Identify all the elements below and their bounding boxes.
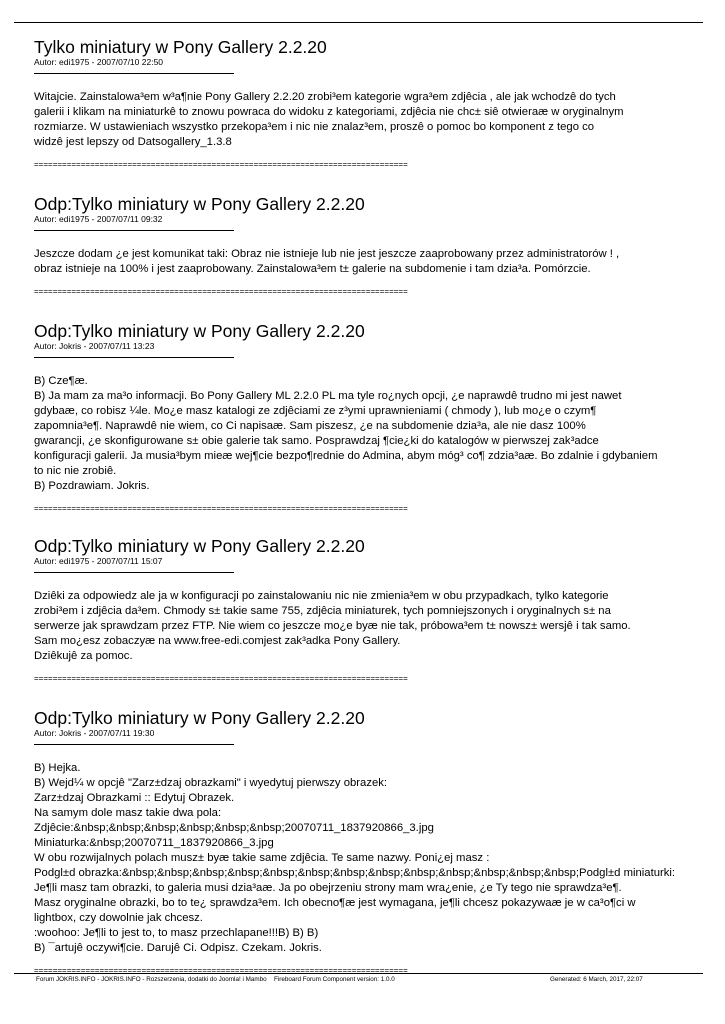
post-author-date: Autor: edi1975 - 2007/07/10 22:50 bbox=[34, 57, 164, 67]
post-text-line: lightbox, czy dowolnie jak chcesz. bbox=[34, 912, 203, 924]
post-text-line: obraz istnieje na 100% i jest zaaprobowany. Zainstalowa³em t± galerie na subdomenie i tam dzia³a. Pomórzcie. bbox=[34, 263, 591, 275]
post-body bbox=[34, 90, 706, 150]
footer-rule bbox=[14, 973, 703, 974]
post-text-line: to nic nie zrobiê. bbox=[34, 465, 117, 477]
post-title: Tylko miniatury w Pony Gallery 2.2.20 bbox=[34, 37, 327, 57]
post-text-line: B) Cze¶æ. bbox=[34, 375, 88, 387]
post-title: Odp:Tylko miniatury w Pony Gallery 2.2.20 bbox=[34, 194, 365, 214]
post-text-line: Zdjêcie:&nbsp;&nbsp;&nbsp;&nbsp;&nbsp;&nbsp;20070711_1837920866_3.jpg bbox=[34, 822, 434, 834]
forum-post bbox=[34, 195, 706, 296]
meta-divider bbox=[34, 744, 234, 745]
post-text-line: gwarancji, ¿e skonfigurowane s± obie galerie tak samo. Posprawdzaj ¶cie¿ki do katalogów w pierwszej zak³adce bbox=[34, 435, 599, 447]
top-rule bbox=[14, 22, 703, 23]
post-author-date: Autor: Jokris - 2007/07/11 13:23 bbox=[34, 341, 155, 351]
post-body bbox=[34, 374, 706, 494]
post-title: Odp:Tylko miniatury w Pony Gallery 2.2.20 bbox=[34, 536, 365, 556]
meta-divider bbox=[34, 357, 234, 358]
post-text-line: Je¶li masz tam obrazki, to galeria musi dzia³aæ. Ja po obejrzeniu strony mam wra¿enie, ¿e Ty tego nie sprawdza³e¶. bbox=[34, 882, 622, 894]
post-text-line: B) Ja mam za ma³o informacji. Bo Pony Gallery ML 2.2.0 PL ma tyle ro¿nych opcji, ¿e naprawdê trudno mi jest nawet bbox=[34, 390, 622, 402]
meta-divider bbox=[34, 572, 234, 573]
post-separator: ================================================================================ bbox=[34, 504, 408, 513]
forum-post bbox=[34, 709, 706, 975]
post-text-line: Sam mo¿esz zobaczyæ na www.free-edi.comjest zak³adka Pony Gallery. bbox=[34, 635, 401, 647]
post-text-line: serwerze jak sprawdzam przez FTP. Nie wiem co jeszcze mo¿e byæ nie tak, próbowa³em t± nowsz± wersjê i tak samo. bbox=[34, 620, 631, 632]
post-text-line: W obu rozwijalnych polach musz± byæ takie same zdjêcia. Te same nazwy. Poni¿ej masz : bbox=[34, 852, 490, 864]
post-separator: ================================================================================ bbox=[34, 966, 408, 975]
post-text-line: Na samym dole masz takie dwa pola: bbox=[34, 807, 222, 819]
post-body bbox=[34, 247, 706, 277]
post-body bbox=[34, 761, 706, 956]
post-text-line: Podgl±d obrazka:&nbsp;&nbsp;&nbsp;&nbsp;&nbsp;&nbsp;&nbsp;&nbsp;&nbsp;&nbsp;&nbsp;&nbsp;&nbsp;Podgl±d miniaturki: bbox=[34, 867, 676, 879]
post-text-line: konfiguracji galerii. Ja musia³bym mieæ wej¶cie bezpo¶rednie do Admina, abym móg³ co¶ zdzia³aæ. Bo zdalnie i gdybaniem bbox=[34, 450, 658, 462]
post-text-line: B) Hejka. bbox=[34, 762, 81, 774]
post-title: Odp:Tylko miniatury w Pony Gallery 2.2.20 bbox=[34, 321, 365, 341]
post-text-line: Witajcie. Zainstalowa³em w³a¶nie Pony Gallery 2.2.20 zrobi³em kategorie wgra³em zdjêcia , ale jak wchodzê do tych bbox=[34, 91, 616, 103]
post-author-date: Autor: edi1975 - 2007/07/11 15:07 bbox=[34, 556, 163, 566]
forum-post bbox=[34, 38, 706, 169]
post-text-line: zapomnia³e¶. Naprawdê nie wiem, co Ci napisaæ. Sam piszesz, ¿e na subdomenie dzia³a, ale nie dasz 100% bbox=[34, 420, 586, 432]
post-text-line: Miniaturka:&nbsp;20070711_1837920866_3.jpg bbox=[34, 837, 274, 849]
post-body bbox=[34, 589, 706, 664]
post-author-date: Autor: edi1975 - 2007/07/11 09:32 bbox=[34, 214, 163, 224]
post-text-line: galerii i klikam na miniaturkê to znowu powraca do widoku z kategoriami, zdjêcia nie chc± siê otwieraæ w oryginalnym bbox=[34, 106, 624, 118]
meta-divider bbox=[34, 230, 234, 231]
post-text-line: B) ¯artujê oczywi¶cie. Darujê Ci. Odpisz. Czekam. Jokris. bbox=[34, 942, 322, 954]
post-text-line: widzê jest lepszy od Datsogallery_1.3.8 bbox=[34, 136, 232, 148]
post-separator: ================================================================================ bbox=[34, 287, 408, 296]
footer-site-text: Forum JOKRIS.INFO - JOKRIS.INFO - Rozszerzenia, dodatki do Joomla! i Mambo bbox=[36, 976, 267, 983]
post-author-date: Autor: Jokris - 2007/07/11 19:30 bbox=[34, 728, 155, 738]
post-text-line: :woohoo: Je¶li to jest to, to masz przechlapane!!!B) B) B) bbox=[34, 927, 319, 939]
post-text-line: Dziêkujê za pomoc. bbox=[34, 650, 133, 662]
meta-divider bbox=[34, 73, 234, 74]
footer-generated-date: Generated: 6 March, 2017, 22:07 bbox=[550, 976, 643, 983]
post-text-line: Masz oryginalne obrazki, bo to te¿ sprawdza³em. Ich obecno¶æ jest wymagana, je¶li chcesz pokazywaæ je w ca³o¶ci w bbox=[34, 897, 636, 909]
post-text-line: Zarz±dzaj Obrazkami :: Edytuj Obrazek. bbox=[34, 792, 235, 804]
post-separator: ================================================================================ bbox=[34, 674, 408, 683]
post-text-line: B) Wejd¼ w opcjê "Zarz±dzaj obrazkami" i wyedytuj pierwszy obrazek: bbox=[34, 777, 388, 789]
post-text-line: B) Pozdrawiam. Jokris. bbox=[34, 480, 150, 492]
post-separator: ================================================================================ bbox=[34, 160, 408, 169]
post-text-line: Dziêki za odpowiedz ale ja w konfiguracji po zainstalowaniu nic nie zmienia³em w obu przypadkach, tylko kategorie bbox=[34, 590, 609, 602]
forum-post bbox=[34, 322, 706, 513]
post-text-line: gdybaæ, co robisz ¼le. Mo¿e masz katalogi ze zdjêciami ze z³ymi uprawnieniami ( chmody ), lub mo¿e o czym¶ bbox=[34, 405, 597, 417]
post-title: Odp:Tylko miniatury w Pony Gallery 2.2.20 bbox=[34, 708, 365, 728]
post-text-line: Jeszcze dodam ¿e jest komunikat taki: Obraz nie istnieje lub nie jest jeszcze zaaprobowany przez administratorów ! , bbox=[34, 248, 620, 260]
footer-component-text: Fireboard Forum Component version: 1.0.0 bbox=[274, 976, 395, 983]
forum-post bbox=[34, 537, 706, 683]
post-text-line: zrobi³em i zdjêcia da³em. Chmody s± takie same 755, zdjêcia miniaturek, tych pomniejszonych i oryginalnych s± na bbox=[34, 605, 611, 617]
post-text-line: rozmiarze. W ustawieniach wszystko przekopa³em i nic nie znalaz³em, proszê o pomoc bo komponent z tego co bbox=[34, 121, 595, 133]
